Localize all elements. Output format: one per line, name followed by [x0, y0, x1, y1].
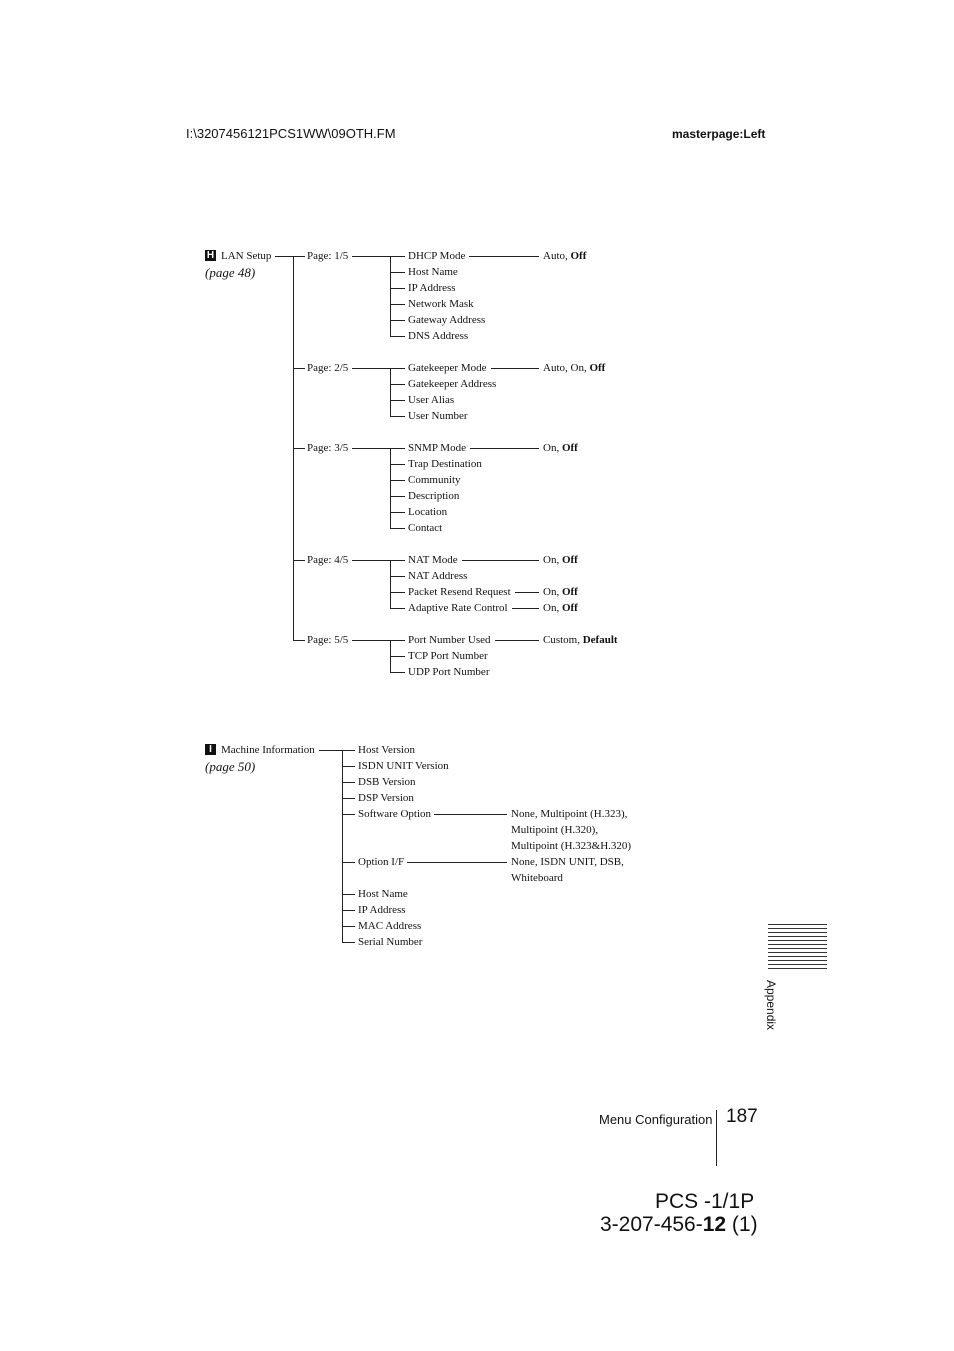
section-tab-stripes	[768, 924, 827, 972]
menu-item-option-line: Whiteboard	[511, 872, 563, 884]
item-vertical-connector	[390, 256, 391, 336]
option-connector	[462, 560, 539, 561]
option-connector	[515, 592, 539, 593]
option-connector	[495, 640, 540, 641]
page-to-items-connector	[352, 640, 405, 641]
page-to-items-connector	[352, 368, 405, 369]
item-branch-connector	[390, 528, 405, 529]
footer-divider	[716, 1110, 717, 1166]
menu-item-options: Auto, Off	[543, 250, 587, 262]
option-connector	[407, 862, 507, 863]
item-branch-connector	[390, 320, 405, 321]
page-branch-connector	[293, 640, 305, 641]
menu-item: Host Version	[358, 744, 415, 756]
item-branch-connector	[390, 672, 405, 673]
menu-item: User Number	[408, 410, 468, 422]
menu-item: Packet Resend Request	[408, 586, 511, 598]
menu-item-options: On, Off	[543, 586, 578, 598]
page-label: Page: 5/5	[307, 634, 349, 646]
option-connector	[469, 256, 539, 257]
item-branch-connector	[342, 766, 355, 767]
option-connector	[491, 368, 540, 369]
menu-item: User Alias	[408, 394, 455, 406]
menu-item: DNS Address	[408, 330, 469, 342]
item-vertical-connector	[390, 560, 391, 608]
item-branch-connector	[390, 272, 405, 273]
menu-item-options: On, Off	[543, 442, 578, 454]
menu-item: Adaptive Rate Control	[408, 602, 508, 614]
menu-item-option-line: Multipoint (H.320),	[511, 824, 599, 836]
item-vertical-connector	[390, 448, 391, 528]
section-badge-h: H	[206, 250, 215, 261]
lan-trunk	[293, 256, 294, 640]
menu-item: NAT Mode	[408, 554, 458, 566]
page-label: Page: 1/5	[307, 250, 349, 262]
item-branch-connector	[390, 480, 405, 481]
item-branch-connector	[390, 512, 405, 513]
menu-item: IP Address	[408, 282, 456, 294]
menu-item-option-line: None, Multipoint (H.323),	[511, 808, 628, 820]
footer-section-title: Menu Configuration	[599, 1112, 713, 1127]
page-branch-connector	[293, 256, 305, 257]
file-path: I:\3207456121PCS1WW\09OTH.FM	[186, 126, 396, 141]
menu-item: Contact	[408, 522, 443, 534]
item-branch-connector	[390, 576, 405, 577]
item-branch-connector	[390, 464, 405, 465]
item-branch-connector	[390, 400, 405, 401]
lan-setup-title: LAN Setup	[221, 250, 272, 262]
option-connector	[434, 814, 507, 815]
page-number: 187	[726, 1106, 758, 1127]
page-label: Page: 2/5	[307, 362, 349, 374]
item-branch-connector	[390, 336, 405, 337]
page-to-items-connector	[352, 256, 405, 257]
menu-item-options: Auto, On, Off	[543, 362, 606, 374]
lan-root-connector	[275, 256, 293, 257]
menu-item: Host Name	[358, 888, 408, 900]
page-branch-connector	[293, 448, 305, 449]
machine-vertical-connector	[342, 750, 343, 942]
menu-item-options: On, Off	[543, 554, 578, 566]
menu-item: Option I/F	[358, 856, 405, 868]
menu-item: Trap Destination	[408, 458, 482, 470]
item-branch-connector	[390, 416, 405, 417]
item-branch-connector	[342, 942, 355, 943]
page-branch-connector	[293, 560, 305, 561]
machine-root-connector	[319, 750, 355, 751]
menu-item-option-line: None, ISDN UNIT, DSB,	[511, 856, 624, 868]
item-branch-connector	[342, 894, 355, 895]
page-branch-connector	[293, 368, 305, 369]
appendix-tab-label: Appendix	[764, 980, 778, 1031]
item-branch-connector	[390, 496, 405, 497]
machine-info-page-ref: (page 50)	[205, 759, 256, 774]
menu-item-option-line: Multipoint (H.323&H.320)	[511, 840, 632, 852]
menu-item: Port Number Used	[408, 634, 491, 646]
item-branch-connector	[390, 384, 405, 385]
item-branch-connector	[390, 608, 405, 609]
menu-item: Gatekeeper Address	[408, 378, 497, 390]
option-connector	[470, 448, 539, 449]
menu-item: IP Address	[358, 904, 406, 916]
model-code: PCS -1/1P	[655, 1190, 755, 1213]
menu-item: NAT Address	[408, 570, 468, 582]
masterpage-label: masterpage:Left	[672, 127, 766, 141]
menu-item-options: Custom, Default	[543, 634, 618, 646]
item-branch-connector	[342, 862, 355, 863]
menu-item: Gatekeeper Mode	[408, 362, 487, 374]
menu-item: ISDN UNIT Version	[358, 760, 449, 772]
item-branch-connector	[342, 910, 355, 911]
page-label: Page: 4/5	[307, 554, 349, 566]
menu-item: Serial Number	[358, 936, 423, 948]
menu-item: Network Mask	[408, 298, 474, 310]
document-code: 3-207-456-12 (1)	[600, 1213, 758, 1236]
menu-item: Software Option	[358, 808, 432, 820]
page-label: Page: 3/5	[307, 442, 349, 454]
page-to-items-connector	[352, 560, 405, 561]
item-branch-connector	[342, 782, 355, 783]
item-branch-connector	[390, 656, 405, 657]
menu-item: UDP Port Number	[408, 666, 490, 678]
item-branch-connector	[390, 304, 405, 305]
menu-item: SNMP Mode	[408, 442, 466, 454]
item-branch-connector	[342, 814, 355, 815]
menu-item: Host Name	[408, 266, 458, 278]
item-branch-connector	[342, 926, 355, 927]
menu-item: Gateway Address	[408, 314, 486, 326]
menu-item: Community	[408, 474, 461, 486]
menu-item: MAC Address	[358, 920, 422, 932]
lan-setup-page-ref: (page 48)	[205, 265, 256, 280]
menu-item: DSB Version	[358, 776, 416, 788]
menu-item: TCP Port Number	[408, 650, 488, 662]
item-branch-connector	[390, 288, 405, 289]
item-vertical-connector	[390, 368, 391, 416]
page-to-items-connector	[352, 448, 405, 449]
item-branch-connector	[390, 592, 405, 593]
menu-item: DHCP Mode	[408, 250, 466, 262]
option-connector	[512, 608, 539, 609]
menu-item: DSP Version	[358, 792, 414, 804]
menu-item-options: On, Off	[543, 602, 578, 614]
menu-item: Description	[408, 490, 460, 502]
section-badge-i: I	[205, 744, 216, 755]
machine-info-title: Machine Information	[221, 744, 315, 756]
menu-item: Location	[408, 506, 448, 518]
item-branch-connector	[342, 798, 355, 799]
